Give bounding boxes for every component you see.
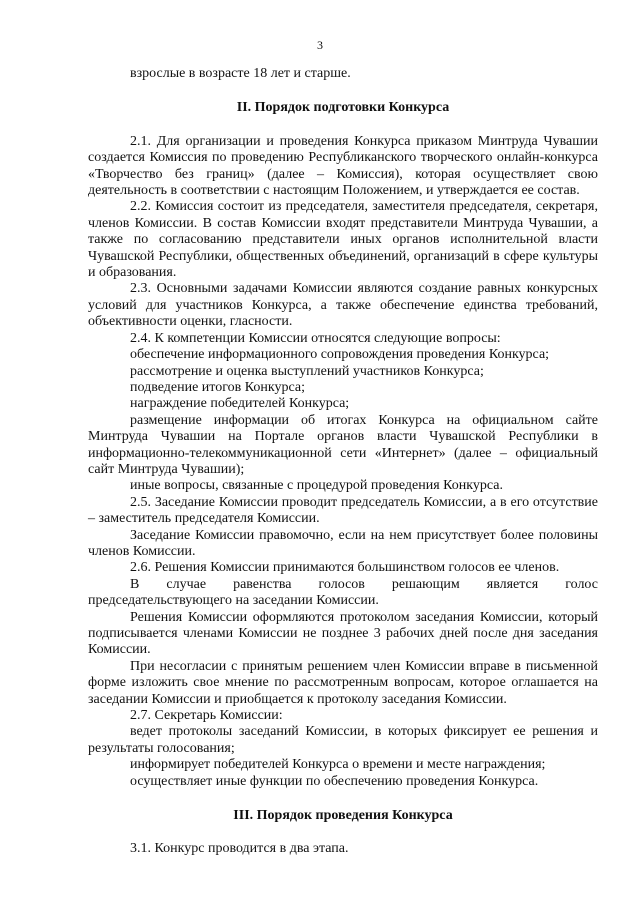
document-body [88,66,598,858]
paragraph-2-6-dissent: При несогласии с принятым решением член Комиссии вправе в письменной форме изложить свое мнение по рассмотренным вопросам, которое оглашается на заседании Комиссии и приобщается к протоколу заседания Комиссии. [88,658,598,707]
paragraph-2-3: 2.3. Основными задачами Комиссии являются создание равных конкурсных условий для участников Конкурса, а также обеспечение единства требований, объективности оценки, гласности. [88,281,598,330]
paragraph-2-6-protocol: Решения Комиссии оформляются протоколом заседания Комиссии, который подписывается членами Комиссии не позднее 3 рабочих дней после дня заседания Комиссии. [88,609,598,658]
competence-item-2: рассмотрение и оценка выступлений участников Конкурса; [130,363,484,379]
section-3-heading: III. Порядок проведения Конкурса [233,808,453,824]
paragraph-3-1: 3.1. Конкурс проводится в два этапа. [130,841,349,857]
secretary-duty-3: осуществляет иные функции по обеспечению проведения Конкурса. [130,773,539,789]
paragraph-2-5: 2.5. Заседание Комиссии проводит председатель Комиссии, а в его отсутствие – заместитель председателя Комиссии. [88,494,598,527]
competence-item-6: иные вопросы, связанные с процедурой проведения Конкурса. [130,478,503,494]
paragraph-2-6: 2.6. Решения Комиссии принимаются большинством голосов ее членов. [130,560,560,576]
competence-item-5: размещение информации об итогах Конкурса на официальном сайте Минтруда Чувашии на Портале органов власти Чувашской Республики в информационно-телекоммуникационной сети «Интернет» (далее – официальный сайт Минтруда Чувашии); [88,412,598,477]
page-number: 3 [317,38,323,52]
paragraph-2-5-quorum: Заседание Комиссии правомочно, если на нем присутствует более половины членов Комиссии. [88,527,598,559]
paragraph-2-7: 2.7. Секретарь Комиссии: [130,708,283,724]
secretary-duty-2: информирует победителей Конкурса о времени и месте награждения; [130,757,546,773]
paragraph-2-1: 2.1. Для организации и проведения Конкурса приказом Минтруда Чувашии создается Комиссия по проведению Республиканского творческого онлайн-конкурса «Творчество без границ» (далее – Комиссия), которая осуществляет свою деятельность в соответствии с настоящим Положением, и утверждается ее состав. [88,133,598,199]
competence-item-4: награждение победителей Конкурса; [130,396,350,412]
paragraph-2-4: 2.4. К компетенции Комиссии относятся следующие вопросы: [130,330,501,346]
paragraph-2-2: 2.2. Комиссия состоит из председателя, заместителя председателя, секретаря, членов Комиссии. В состав Комиссии входят представители Минтруда Чувашии, а также по согласованию представители иных органов исполнительной власти Чувашской Республики, общественных объединений, организаций в сфере культуры и образования. [88,199,598,281]
competence-item-3: подведение итогов Конкурса; [130,379,305,395]
lead-line: взрослые в возрасте 18 лет и старше. [130,66,351,81]
competence-item-1: обеспечение информационного сопровождения проведения Конкурса; [130,347,550,363]
secretary-duty-1: ведет протоколы заседаний Комиссии, в которых фиксирует ее решения и результаты голосования; [88,724,598,756]
paragraph-2-6-tie: В случае равенства голосов решающим является голос председательствующего на заседании Комиссии. [88,576,598,609]
section-2-heading: II. Порядок подготовки Конкурса [236,100,450,116]
